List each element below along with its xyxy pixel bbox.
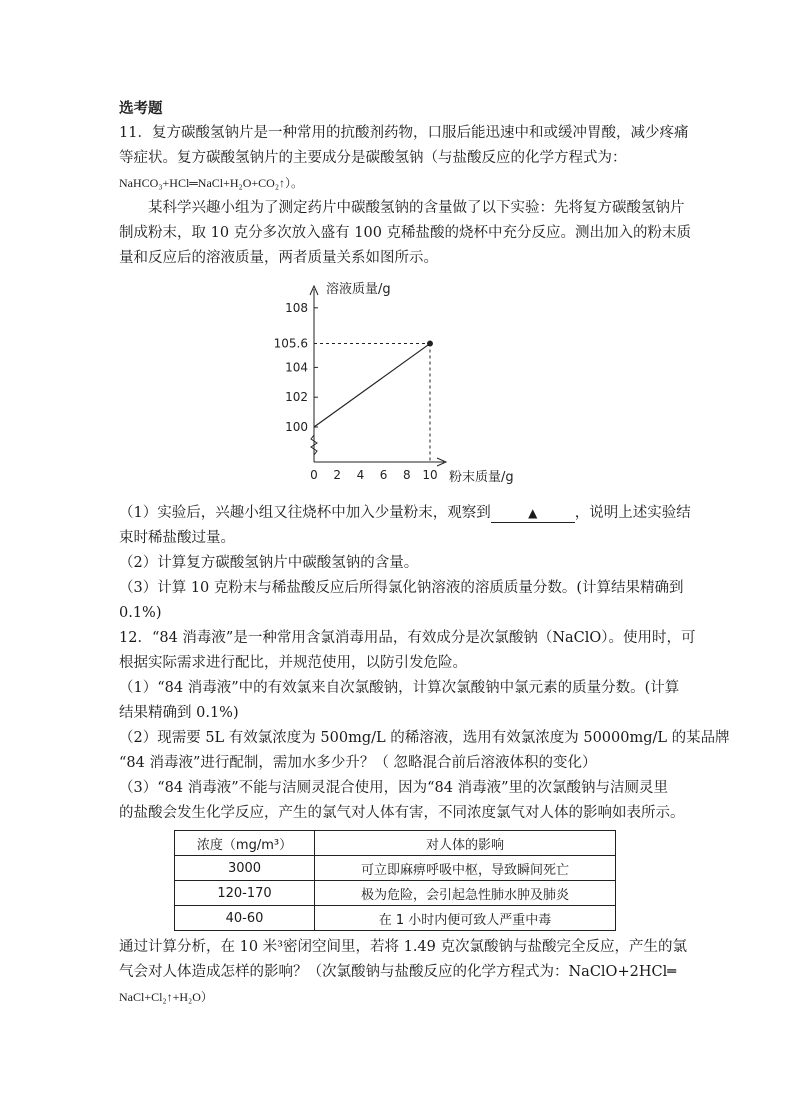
y-tick-label: 100 — [285, 420, 308, 434]
q12-sub3-line-2: 的盐酸会发生化学反应，产生的氯气对人体有害，不同浓度氯气对人体的影响如表所示。 — [119, 805, 685, 821]
q12-sub3-line-1: （3）“84 消毒液”不能与洁厕灵混合使用，因为“84 消毒液”里的次氯酸钠与洁厕灵里 — [119, 780, 668, 796]
q12-sub1-line-1: （1）“84 消毒液”中的有效氯来自次氯酸钠，计算次氯酸钠中氯元素的质量分数。(计算 — [119, 680, 680, 696]
q11-sub3-line-2: 0.1%) — [119, 605, 162, 621]
table-header-effect: 对人体的影响 — [315, 831, 616, 856]
table-cell-concentration: 3000 — [175, 856, 315, 881]
table-cell-effect: 在 1 小时内便可致人严重中毒 — [315, 906, 616, 931]
x-tick-label: 10 — [422, 468, 438, 482]
series-line — [314, 344, 430, 427]
mass-relation-chart — [119, 279, 649, 501]
q11-paragraph-line-1: 某科学兴趣小组为了测定药片中碳酸氢钠的含量做了以下实验：先将复方碳酸氢钠片 — [148, 200, 685, 216]
x-tick-label: 8 — [402, 468, 411, 482]
x-tick-label: 4 — [356, 468, 365, 482]
answer-blank[interactable] — [491, 504, 575, 523]
section-title: 选考题 — [119, 100, 163, 117]
q12-final-line-3: NaCl+Cl₂↑+H₂O） — [119, 990, 213, 1004]
q11-sub1-before: （1）实验后，兴趣小组又往烧杯中加入少量粉末，观察到 — [119, 505, 491, 521]
x-tick-label: 0 — [310, 468, 318, 482]
y-tick-label: 102 — [285, 390, 308, 405]
table-row — [175, 856, 616, 881]
data-point — [427, 341, 433, 347]
q11-sub1-line-1 — [119, 501, 691, 526]
table-row — [175, 881, 616, 906]
q11-intro-line-2: 等症状。复方碳酸氢钠片的主要成分是碳酸氢钠（与盐酸反应的化学方程式为： — [119, 150, 627, 166]
x-tick-label: 6 — [379, 468, 388, 482]
table-cell-effect: 极为危险，会引起急性肺水肿及肺炎 — [315, 881, 616, 906]
chart-svg — [119, 279, 539, 501]
y-tick-label: 105.6 — [273, 336, 308, 351]
q12-sub1-line-2: 结果精确到 0.1%) — [119, 705, 239, 721]
y-tick-label: 108 — [285, 300, 308, 315]
q12-line-2: 根据实际需求进行配比，并规范使用，以防引发危险。 — [119, 655, 467, 671]
q12-sub2-line-2: “84 消毒液”进行配制，需加水多少升？（ 忽略混合前后溶液体积的变化） — [119, 755, 597, 771]
x-axis-label: 粉末质量/g — [449, 470, 514, 485]
table-header-concentration: 浓度（mg/m³） — [175, 831, 315, 856]
q12-sub2-line-1: （2）现需要 5L 有效氯浓度为 500mg/L 的稀溶液，选用有效氯浓度为 50000mg/L 的某品牌 — [119, 730, 730, 746]
q11-equation: NaHCO₃+HCl═NaCl+H₂O+CO₂↑）。 — [119, 176, 304, 190]
q11-paragraph-line-2: 制成粉末，取 10 克分多次放入盛有 100 克稀盐酸的烧杯中充分反应。测出加入的粉末质 — [119, 225, 692, 241]
q12-final-line-2: 气会对人体造成怎样的影响？（次氯酸钠与盐酸反应的化学方程式为：NaClO+2HCl═ — [119, 964, 676, 980]
table-row — [175, 906, 616, 931]
q11-paragraph-line-3: 量和反应后的溶液质量，两者质量关系如图所示。 — [119, 250, 438, 266]
x-tick-label: 2 — [333, 468, 342, 482]
q11-intro-line-1: 11．复方碳酸氢钠片是一种常用的抗酸剂药物，口服后能迅速中和或缓冲胃酸，减少疼痛 — [119, 125, 689, 141]
table-cell-concentration: 40-60 — [175, 906, 315, 931]
table-cell-effect: 可立即麻痹呼吸中枢，导致瞬间死亡 — [315, 856, 616, 881]
document-content — [119, 96, 730, 1010]
q11-sub1-after: ，说明上述实验结 — [574, 505, 691, 521]
q11-sub1-line-2: 束时稀盐酸过量。 — [119, 530, 235, 546]
table-header-row — [175, 831, 616, 856]
y-tick-label: 104 — [285, 360, 308, 375]
q11-sub3-line-1: （3）计算 10 克粉末与稀盐酸反应后所得氯化钠溶液的溶质质量分数。(计算结果精确到 — [119, 580, 684, 596]
q12-final-line-1: 通过计算分析，在 10 米³密闭空间里，若将 1.49 克次氯酸钠与盐酸完全反应，产生的氯 — [119, 939, 687, 955]
y-axis-label: 溶液质量/g — [326, 282, 391, 297]
q11-sub2: （2）计算复方碳酸氢钠片中碳酸氢钠的含量。 — [119, 555, 419, 571]
triangle-icon: ▲ — [528, 506, 538, 520]
table-cell-concentration: 120-170 — [175, 881, 315, 906]
chlorine-effect-table — [174, 830, 616, 931]
q12-line-1: 12．“84 消毒液”是一种常用含氯消毒用品，有效成分是次氯酸钠（NaClO）。使用时，可 — [119, 630, 696, 646]
